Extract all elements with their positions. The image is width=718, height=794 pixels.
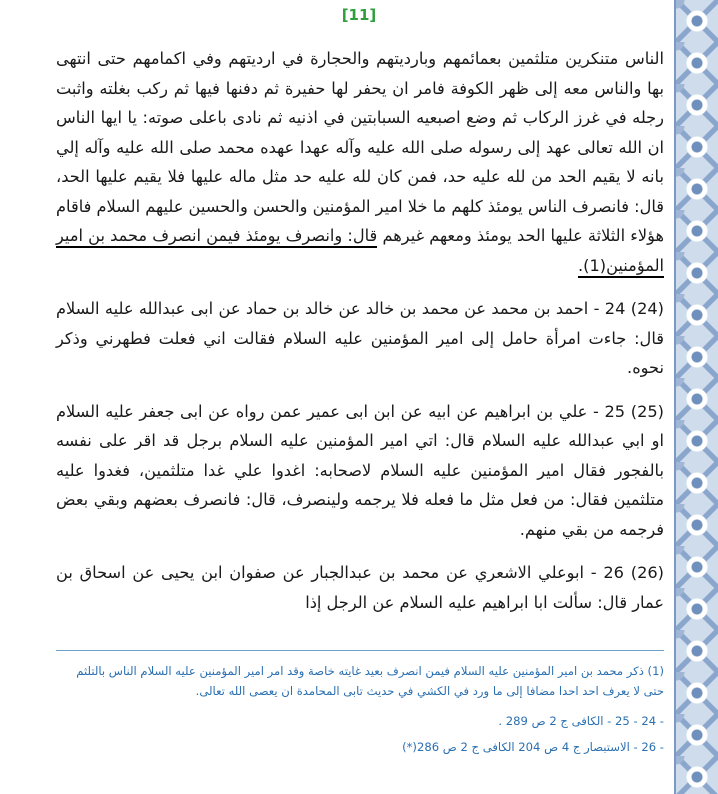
paragraph: (25) 25 - علي بن ابراهيم عن ابيه عن ابن ابى عمير عمن رواه عن ابى جعفر عليه السلام او ابي عبدالله عليه السلام قال: اتي امير المؤمنين عليه السلام برجل قد اقر على نفسه بالفجور فقال امير المؤمنين عليه السلام لاصحابه: اغدوا علي غدا متلثمين، فغدوا عليه متلثمين فقال: من فعل مثل ما فعله فلا يرجمه ولينصرف، قال: فانصرف بعضهم وبقي بعض فرجمه من بقي منهم. [56, 401, 664, 539]
paragraph: (24) 24 - احمد بن محمد عن محمد بن خالد عن خالد بن حماد عن ابى عبدالله عليه السلام قال: جاءت امرأة حامل إلى امير المؤمنين عليه السلام فقالت اني فعلت فطهرني وذكر نحوه. [56, 299, 664, 377]
paragraph [56, 44, 664, 280]
page-number: [11] [341, 6, 377, 24]
underlined-sentence: قال: وانصرف يومئذ فيمن انصرف محمد بن امير المؤمنين(1). [56, 226, 664, 278]
main-text [56, 44, 664, 631]
footnotes [56, 650, 664, 763]
decorative-border [674, 0, 718, 794]
paragraph-text: الناس متنكرين متلثمين بعمائمهم وبارديتهم والحجارة في ارديتهم وفي اكمامهم حتى انتهى بها والناس معه إلى ظهر الكوفة فامر ان يحفر لها حفيرة ثم دفنها فيها ثم ركب بغلته واثبت رجله في غرز الركاب ثم وضع اصبعيه السبابتين في اذنيه ثم نادى باعلى صوته: يا ايها الناس ان الله تعالى عهد إلى رسوله صلى الله عليه وآله عهدا عهده محمد صلى الله عليه وآله إلي بانه لا يقيم الحد من لله عليه حد، فمن كان لله عليه حد مثل ماله عليها فلا يقيم عليها الحد، قال: فانصرف الناس يومئذ كلهم ما خلا امير المؤمنين والحسن والحسين عليهم السلام فاقام هؤلاء الثلاثة عليها الحد يومئذ ومعهم غيرهم [56, 49, 664, 245]
footnote-source: - 24 - 25 - الكافى ج 2 ص 289 . [498, 714, 664, 728]
footnote-source: - 26 - الاستبصار ج 4 ص 204 الكافى ج 2 ص 286(*) [402, 740, 664, 754]
paragraph: (26) 26 - ابوعلي الاشعري عن محمد بن عبدالجبار عن صفوان ابن يحيى عن اسحاق بن عمار قال: سألت ابا ابراهيم عليه السلام عن الرجل إذا [56, 563, 664, 612]
footnote-1: (1) ذكر محمد بن امير المؤمنين عليه السلام فيمن انصرف بعيد غايته خاصة وقد امر امير المؤمنين عليه السلام الناس بالتلثم حتى لا يعرف احد احدا مضافا إلى ما ورد في الكشي في حديث تابى المحامدة ان يعصى الله تعالى. [76, 664, 664, 698]
